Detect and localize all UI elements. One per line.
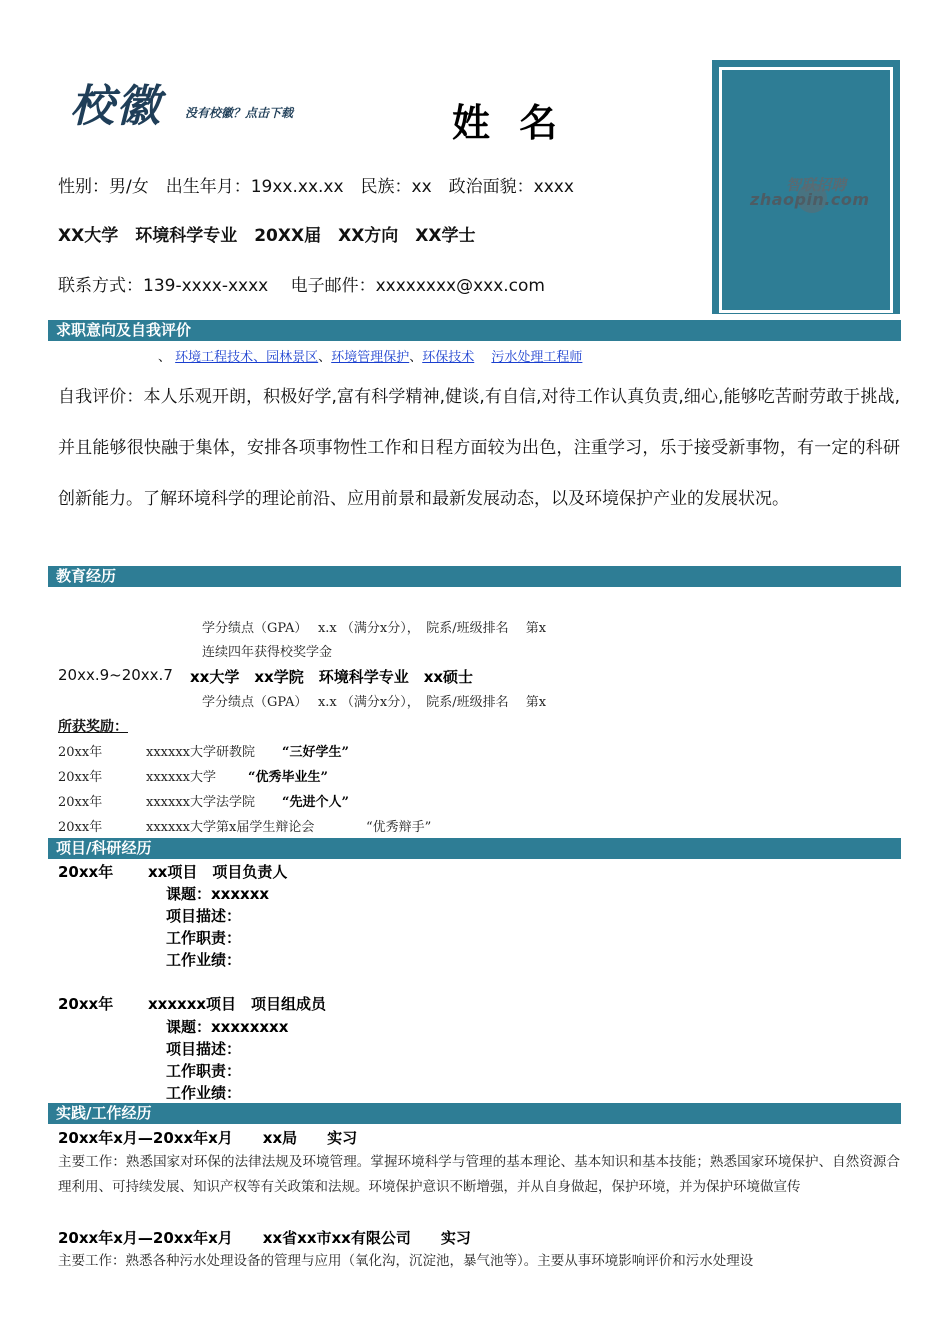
project-year: 20xx年 xyxy=(58,995,114,1013)
award-year: 20xx年 xyxy=(58,745,103,760)
self-evaluation: 自我评价：本人乐观开朗，积极好学,富有科学精神,健谈,有自信,对待工作认真负责,细心,能够吃苦耐劳敢于挑战,并且能够很快融于集体，安排各项事物性工作和日程方面较为出色，注重学习，乐于接受新事物，有一定的科研创新能力。了解环境科学的理论前沿、应用前景和最新发展动态，以及环境保护产业的发展状况。 xyxy=(58,387,900,509)
job-intent-links xyxy=(158,346,582,365)
degree-line: xx大学 xx学院 环境科学专业 xx硕士 xyxy=(190,668,474,686)
project-topic: 课题：xxxxxxxx xyxy=(166,1018,289,1036)
education-summary: XX大学 环境科学专业 20XX届 XX方向 XX学士 xyxy=(58,226,476,246)
award-org: xxxxxx大学第x届学生辩论会 xyxy=(146,820,315,835)
section-header-work: 实践/工作经历 xyxy=(48,1103,901,1124)
scholarship-line: 连续四年获得校奖学金 xyxy=(202,645,333,660)
awards-title: 所获奖励： xyxy=(58,719,128,735)
award-org: xxxxxx大学 xyxy=(146,770,216,785)
award-org: xxxxxx大学法学院 xyxy=(146,795,255,810)
links-sep: 、 xyxy=(318,350,332,365)
award-year: 20xx年 xyxy=(58,820,103,835)
job-link[interactable]: 环保技术 xyxy=(422,350,475,365)
section-header-intent: 求职意向及自我评价 xyxy=(48,320,901,341)
award-title: “优秀辩手” xyxy=(366,820,432,835)
job-link[interactable]: 污水处理工程师 xyxy=(491,350,583,365)
links-lead-sep: 、 xyxy=(158,350,172,365)
project-duty: 工作职责： xyxy=(166,1062,242,1080)
work-heading: 20xx年x月—20xx年x月 xx省xx市xx有限公司 实习 xyxy=(58,1229,471,1247)
award-title: “先进个人” xyxy=(282,795,349,810)
work-description: 主要工作：熟悉国家对环保的法律法规及环境管理。掌握环境科学与管理的基本理论、基本知识和基本技能；熟悉国家环境保护、自然资源合理利用、可持续发展、知识产权等有关政策和法规。环境保护意识不断增强，并从自身做起，保护环境，并为保护环境做宣传 xyxy=(58,1154,900,1195)
award-year: 20xx年 xyxy=(58,795,103,810)
award-title: “三好学生” xyxy=(282,745,349,760)
candidate-name: 姓 名 xyxy=(452,101,566,145)
education-period: 20xx.9~20xx.7 xyxy=(58,666,173,684)
work-description: 主要工作：熟悉各种污水处理设备的管理与应用（氧化沟，沉淀池，暴气池等）。主要从事环境影响评价和污水处理设 xyxy=(58,1253,754,1269)
gpa-line: 学分绩点（GPA） x.x （满分x分）， 院系/班级排名 第x xyxy=(202,695,547,710)
award-org: xxxxxx大学研教院 xyxy=(146,745,255,760)
contact-info: 联系方式：139-xxxx-xxxx 电子邮件：xxxxxxxx@xxx.com xyxy=(58,276,545,296)
logo-download-link[interactable]: 没有校徽？点击下载 xyxy=(185,106,294,120)
personal-info: 性别：男/女 出生年月：19xx.xx.xx 民族：xx 政治面貌：xxxx xyxy=(58,177,574,197)
project-year: 20xx年 xyxy=(58,863,114,881)
project-desc: 项目描述： xyxy=(166,907,242,925)
photo-frame[interactable] xyxy=(712,60,900,314)
project-result: 工作业绩： xyxy=(166,1084,242,1102)
project-topic: 课题：xxxxxx xyxy=(166,885,270,903)
project-title: xxxxxx项目 项目组成员 xyxy=(148,995,327,1013)
section-header-education: 教育经历 xyxy=(48,566,901,587)
gpa-line: 学分绩点（GPA） x.x （满分x分）， 院系/班级排名 第x xyxy=(202,621,547,636)
watermark-cn: 智联招聘 xyxy=(786,176,847,194)
project-duty: 工作职责： xyxy=(166,929,242,947)
job-link[interactable]: 环境管理保护 xyxy=(331,350,410,365)
project-desc: 项目描述： xyxy=(166,1040,242,1058)
work-heading: 20xx年x月—20xx年x月 xx局 实习 xyxy=(58,1129,358,1147)
award-title: “优秀毕业生” xyxy=(248,770,328,785)
project-result: 工作业绩： xyxy=(166,951,242,969)
links-sep: 、 xyxy=(409,350,423,365)
award-year: 20xx年 xyxy=(58,770,103,785)
project-title: xx项目 项目负责人 xyxy=(148,863,288,881)
watermark-en: zhaopin.com xyxy=(750,190,870,209)
job-link[interactable]: 环境工程技术、园林景区 xyxy=(175,350,319,365)
section-header-projects: 项目/科研经历 xyxy=(48,838,901,859)
photo-placeholder xyxy=(719,67,893,313)
school-logo[interactable]: 校徽 xyxy=(70,81,162,132)
